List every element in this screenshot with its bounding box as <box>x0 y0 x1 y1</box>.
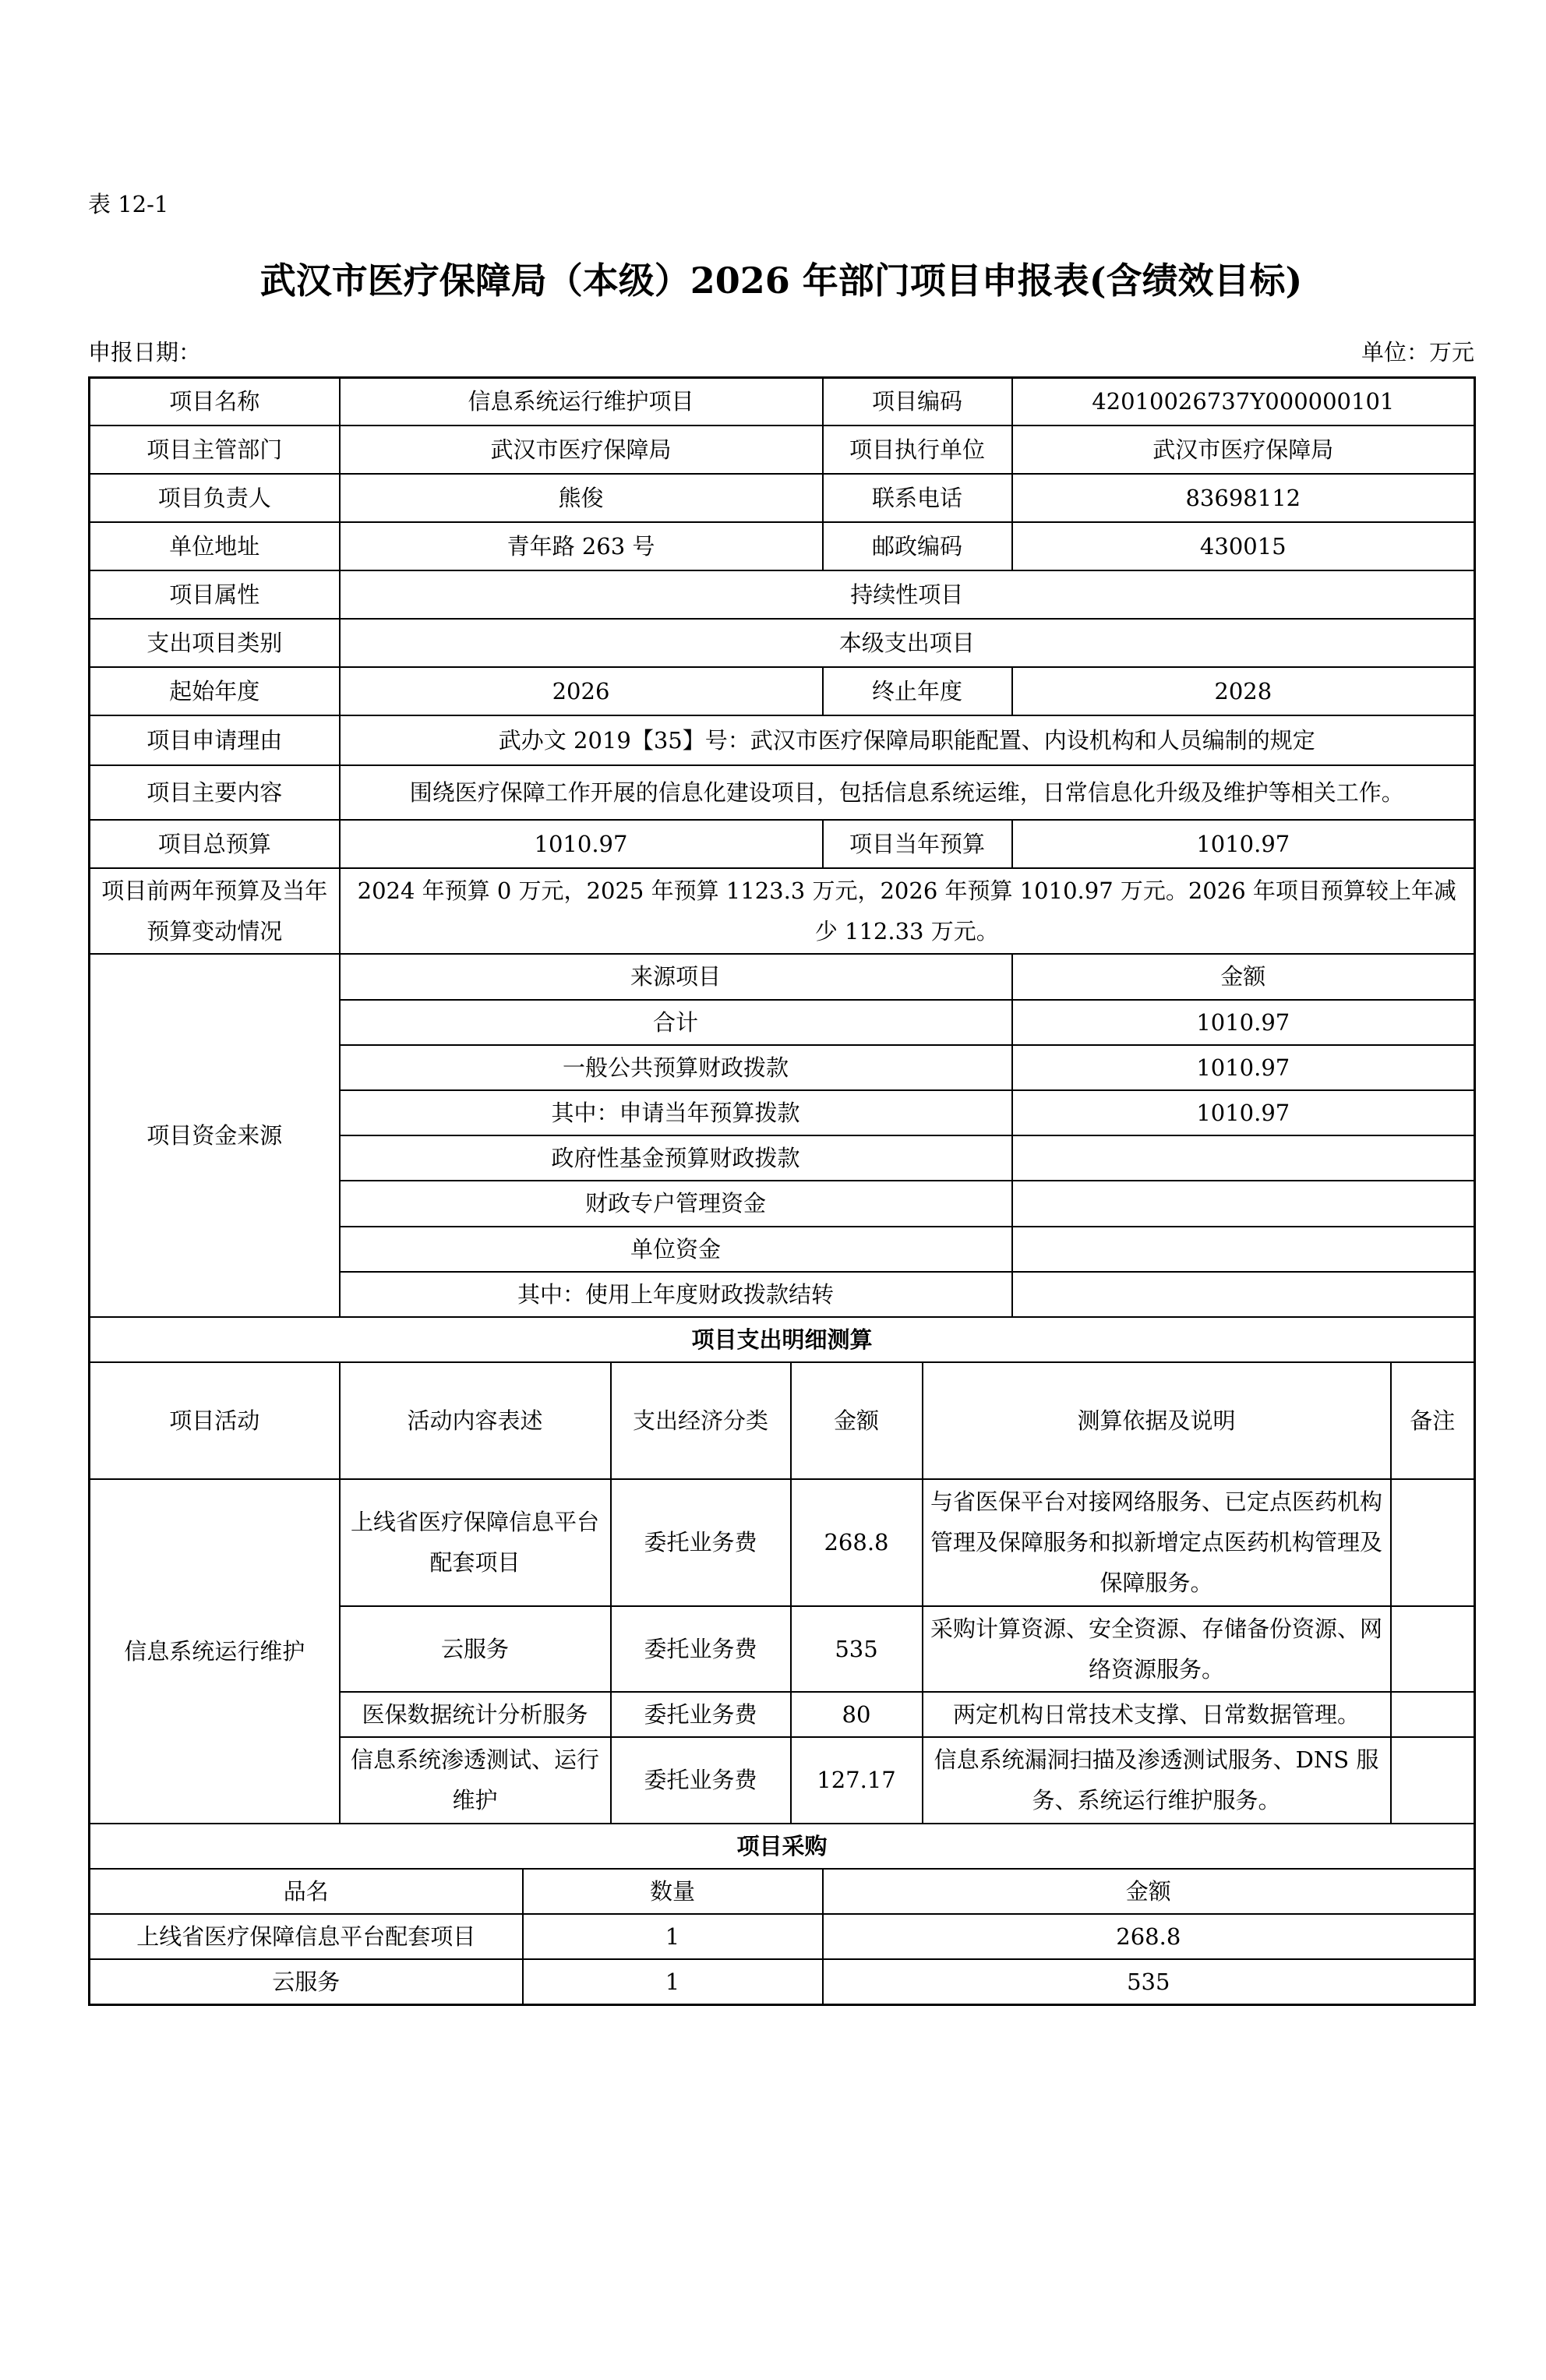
row-competent-dept <box>90 426 1475 474</box>
procurement-row-platform <box>90 1914 1475 1959</box>
procurement-item-amount: 268.8 <box>823 1914 1475 1959</box>
detail-category: 委托业务费 <box>611 1737 791 1823</box>
row-apply-reason <box>90 715 1475 765</box>
value-competent-dept: 武汉市医疗保障局 <box>340 426 823 474</box>
detail-remark <box>1391 1606 1475 1692</box>
funding-amount <box>1012 1227 1475 1272</box>
funding-source-name: 一般公共预算财政拨款 <box>340 1045 1012 1090</box>
application-form-table <box>88 376 1476 2007</box>
row-years <box>90 667 1475 715</box>
procurement-section-title-row <box>90 1824 1475 1869</box>
value-total-budget: 1010.97 <box>340 820 823 868</box>
detail-basis: 信息系统漏洞扫描及渗透测试服务、DNS 服务、系统运行维护服务。 <box>923 1737 1391 1823</box>
funding-source-name: 财政专户管理资金 <box>340 1181 1012 1226</box>
funding-amount: 1010.97 <box>1012 1090 1475 1135</box>
detail-activity-group: 信息系统运行维护 <box>90 1479 340 1824</box>
detail-col-amount: 金额 <box>791 1362 923 1479</box>
procurement-col-qty: 数量 <box>523 1869 823 1914</box>
detail-category: 委托业务费 <box>611 1606 791 1692</box>
procurement-col-name: 品名 <box>90 1869 523 1914</box>
detail-amount: 127.17 <box>791 1737 923 1823</box>
label-project-code: 项目编码 <box>823 377 1012 426</box>
label-project-attribute: 项目属性 <box>90 570 340 619</box>
detail-col-basis: 测算依据及说明 <box>923 1362 1391 1479</box>
procurement-item-amount: 535 <box>823 1959 1475 2005</box>
procurement-item-qty: 1 <box>523 1914 823 1959</box>
detail-basis: 两定机构日常技术支撑、日常数据管理。 <box>923 1692 1391 1737</box>
value-apply-reason: 武办文 2019【35】号：武汉市医疗保障局职能配置、内设机构和人员编制的规定 <box>340 715 1475 765</box>
label-current-year-budget: 项目当年预算 <box>823 820 1012 868</box>
label-postcode: 邮政编码 <box>823 522 1012 570</box>
detail-amount: 535 <box>791 1606 923 1692</box>
row-project-attribute <box>90 570 1475 619</box>
value-end-year: 2028 <box>1012 667 1475 715</box>
procurement-section-title: 项目采购 <box>90 1824 1475 1869</box>
detail-content: 云服务 <box>340 1606 611 1692</box>
label-project-leader: 项目负责人 <box>90 474 340 522</box>
detail-col-content: 活动内容表述 <box>340 1362 611 1479</box>
row-project-leader <box>90 474 1475 522</box>
label-start-year: 起始年度 <box>90 667 340 715</box>
label-funding-source: 项目资金来源 <box>90 954 340 1317</box>
detail-row-platform <box>90 1479 1475 1606</box>
detail-col-activity: 项目活动 <box>90 1362 340 1479</box>
value-unit-address: 青年路 263 号 <box>340 522 823 570</box>
label-executing-unit: 项目执行单位 <box>823 426 1012 474</box>
funding-amount <box>1012 1181 1475 1226</box>
table-number: 表 12-1 <box>88 191 169 217</box>
detail-col-remark: 备注 <box>1391 1362 1475 1479</box>
label-expense-category: 支出项目类别 <box>90 619 340 667</box>
funding-source-name: 其中：使用上年度财政拨款结转 <box>340 1272 1012 1317</box>
value-current-year-budget: 1010.97 <box>1012 820 1475 868</box>
value-project-attribute: 持续性项目 <box>340 570 1475 619</box>
row-main-content <box>90 765 1475 820</box>
meta-row <box>88 338 1474 365</box>
row-expense-category <box>90 619 1475 667</box>
label-competent-dept: 项目主管部门 <box>90 426 340 474</box>
value-project-name: 信息系统运行维护项目 <box>340 377 823 426</box>
funding-col-amount: 金额 <box>1012 954 1475 999</box>
procurement-item-name: 上线省医疗保障信息平台配套项目 <box>90 1914 523 1959</box>
funding-amount: 1010.97 <box>1012 1045 1475 1090</box>
detail-remark <box>1391 1479 1475 1606</box>
detail-basis: 采购计算资源、安全资源、存储备份资源、网络资源服务。 <box>923 1606 1391 1692</box>
row-prior-budget <box>90 868 1475 954</box>
value-prior-budget: 2024 年预算 0 万元，2025 年预算 1123.3 万元，2026 年预算 1010.97 万元。2026 年项目预算较上年减少 112.33 万元。 <box>340 868 1475 954</box>
row-unit-address <box>90 522 1475 570</box>
row-budget <box>90 820 1475 868</box>
detail-content: 上线省医疗保障信息平台配套项目 <box>340 1479 611 1606</box>
detail-remark <box>1391 1692 1475 1737</box>
value-main-content: 围绕医疗保障工作开展的信息化建设项目，包括信息系统运维，日常信息化升级及维护等相关工作。 <box>340 765 1475 820</box>
detail-category: 委托业务费 <box>611 1692 791 1737</box>
detail-content: 信息系统渗透测试、运行维护 <box>340 1737 611 1823</box>
detail-remark <box>1391 1737 1475 1823</box>
label-total-budget: 项目总预算 <box>90 820 340 868</box>
value-project-code: 42010026737Y000000101 <box>1012 377 1475 426</box>
value-expense-category: 本级支出项目 <box>340 619 1475 667</box>
funding-source-name: 合计 <box>340 1000 1012 1045</box>
value-phone: 83698112 <box>1012 474 1475 522</box>
label-apply-reason: 项目申请理由 <box>90 715 340 765</box>
page-title: 武汉市医疗保障局（本级）2026 年部门项目申报表(含绩效目标) <box>259 260 1303 302</box>
detail-col-category: 支出经济分类 <box>611 1362 791 1479</box>
procurement-header-row <box>90 1869 1475 1914</box>
funding-amount: 1010.97 <box>1012 1000 1475 1045</box>
funding-source-name: 单位资金 <box>340 1227 1012 1272</box>
unit-label: 单位：万元 <box>1361 338 1474 365</box>
detail-section-title: 项目支出明细测算 <box>90 1317 1475 1362</box>
funding-header-row <box>90 954 1475 999</box>
procurement-item-name: 云服务 <box>90 1959 523 2005</box>
funding-amount <box>1012 1135 1475 1181</box>
value-project-leader: 熊俊 <box>340 474 823 522</box>
label-unit-address: 单位地址 <box>90 522 340 570</box>
funding-source-name: 其中：申请当年预算拨款 <box>340 1090 1012 1135</box>
label-project-name: 项目名称 <box>90 377 340 426</box>
label-end-year: 终止年度 <box>823 667 1012 715</box>
label-phone: 联系电话 <box>823 474 1012 522</box>
value-start-year: 2026 <box>340 667 823 715</box>
detail-amount: 268.8 <box>791 1479 923 1606</box>
procurement-item-qty: 1 <box>523 1959 823 2005</box>
detail-amount: 80 <box>791 1692 923 1737</box>
value-executing-unit: 武汉市医疗保障局 <box>1012 426 1475 474</box>
detail-category: 委托业务费 <box>611 1479 791 1606</box>
value-postcode: 430015 <box>1012 522 1475 570</box>
funding-amount <box>1012 1272 1475 1317</box>
label-main-content: 项目主要内容 <box>90 765 340 820</box>
funding-col-source: 来源项目 <box>340 954 1012 999</box>
detail-content: 医保数据统计分析服务 <box>340 1692 611 1737</box>
document-page <box>88 193 1474 2006</box>
procurement-row-cloud <box>90 1959 1475 2005</box>
funding-source-name: 政府性基金预算财政拨款 <box>340 1135 1012 1181</box>
declare-date-label: 申报日期： <box>88 338 202 365</box>
procurement-col-amount: 金额 <box>823 1869 1475 1914</box>
label-prior-budget: 项目前两年预算及当年预算变动情况 <box>90 868 340 954</box>
detail-header-row <box>90 1362 1475 1479</box>
detail-basis: 与省医保平台对接网络服务、已定点医药机构管理及保障服务和拟新增定点医药机构管理及保障服务。 <box>923 1479 1391 1606</box>
detail-section-title-row <box>90 1317 1475 1362</box>
row-project-name <box>90 377 1475 426</box>
